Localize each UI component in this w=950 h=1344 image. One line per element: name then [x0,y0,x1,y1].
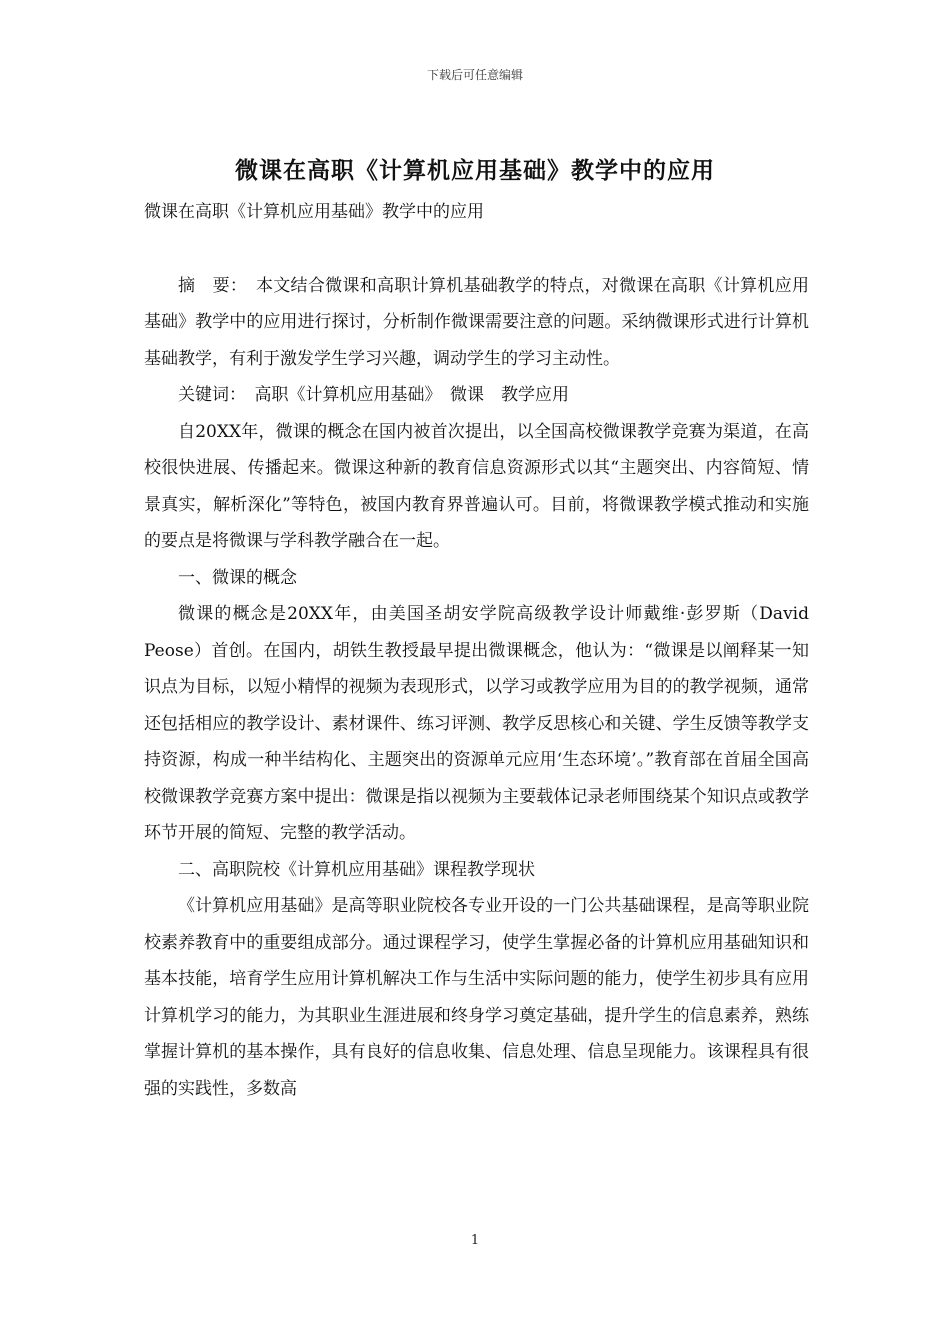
section1-paragraph: 微课的概念是20XX年，由美国圣胡安学院高级教学设计师戴维·彭罗斯（David Peose）首创。在国内，胡铁生教授最早提出微课概念，他认为：“微课是以阐释某一知识点为目标，以短小精悍的视频为表现形式，以学习或教学应用为目的的教学视频，通常还包括相应的教学设计、素材课件、练习评测、教学反思核心和关键、学生反馈等教学支持资源，构成一种半结构化、主题突出的资源单元应用‘生态环境’。”教育部在首届全国高校微课教学竞赛方案中提出：微课是指以视频为主要载体记录老师围绕某个知识点或教学环节开展的简短、完整的教学活动。 [144,604,809,843]
page-number: 1 [470,1233,480,1248]
keywords-line: 关键词： 高职《计算机应用基础》 微课 教学应用 [178,385,569,405]
document-title: 微课在高职《计算机应用基础》教学中的应用 [235,157,715,184]
section2-heading: 二、高职院校《计算机应用基础》课程教学现状 [178,859,535,880]
section2-paragraph: 《计算机应用基础》是高等职业院校各专业开设的一门公共基础课程，是高等职业院校素养教育中的重要组成部分。通过课程学习，使学生掌握必备的计算机应用基础知识和基本技能，培育学生应用计算机解决工作与生活中实际问题的能力，使学生初步具有应用计算机学习的能力，为其职业生涯进展和终身学习奠定基础，提升学生的信息素养，熟练掌握计算机的基本操作，具有良好的信息收集、信息处理、信息呈现能力。该课程具有很强的实践性，多数高 [144,896,809,1099]
document-body [144,194,809,1107]
intro-paragraph: 自20XX年，微课的概念在国内被首次提出，以全国高校微课教学竞赛为渠道，在高校很快进展、传播起来。微课这种新的教育信息资源形式以其“主题突出、内容简短、情景真实，解析深化”等特色，被国内教育界普遍认可。目前，将微课教学模式推动和实施的要点是将微课与学科教学融合在一起。 [144,421,809,551]
document-subtitle: 微课在高职《计算机应用基础》教学中的应用 [144,202,484,222]
abstract-paragraph: 摘 要： 本文结合微课和高职计算机基础教学的特点，对微课在高职《计算机应用基础》教学中的应用进行探讨，分析制作微课需要注意的问题。采纳微课形式进行计算机基础教学，有利于激发学生学习兴趣，调动学生的学习主动性。 [144,275,809,369]
section1-heading: 一、微课的概念 [178,567,297,588]
page-header: 下载后可任意编辑 [426,68,523,82]
